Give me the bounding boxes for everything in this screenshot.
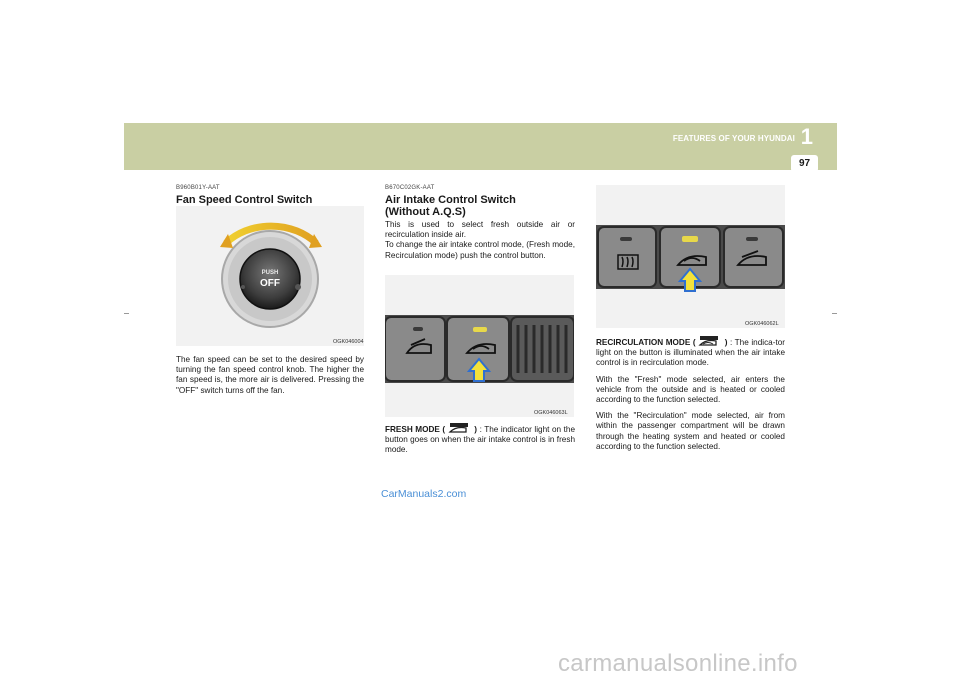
- fresh-mode-paragraph: With the "Fresh" mode selected, air enters the vehicle from the outside and is heated or cooled according to the function selected.: [596, 374, 785, 405]
- recirculation-detail-paragraph: With the "Recirculation" mode selected, air from within the passenger compartment will be drawn through the heating system and heated or cooled according to the function selected.: [596, 411, 785, 451]
- fresh-mode-text: [385, 423, 575, 456]
- recirculation-mode-text: [596, 336, 785, 452]
- recirculation-mode-icon: [698, 336, 722, 347]
- section-title: FEATURES OF YOUR HYUNDAI: [672, 134, 795, 143]
- recirculation-mode-illustration: [596, 185, 785, 328]
- fan-high-icon: [295, 284, 301, 290]
- knob-push-label: PUSH: [261, 270, 279, 276]
- fan-low-icon: [241, 285, 245, 289]
- fresh-mode-label: FRESH MODE (: [385, 425, 446, 434]
- section-code: B670C02GK-AAT: [385, 185, 435, 191]
- image-caption: OGK046062L: [745, 321, 779, 327]
- crop-mark-right: [832, 313, 837, 314]
- knob-off-label: OFF: [260, 278, 280, 289]
- section-title-line2: (Without A.Q.S): [385, 206, 466, 218]
- chapter-number: 1: [800, 124, 813, 149]
- fresh-mode-illustration: [385, 275, 574, 417]
- crop-mark-left: [124, 313, 129, 314]
- recirculation-mode-close: ): [724, 338, 728, 347]
- page-number: 97: [791, 155, 818, 172]
- recirculation-mode-body: : The indica-tor light on the button is illuminated when the air intake control is in recirculation mode.: [596, 338, 785, 368]
- site-watermark: carmanualsonline.info: [558, 650, 798, 677]
- section-title-line1: Air Intake Control Switch: [385, 194, 516, 206]
- air-intake-body: This is used to select fresh outside air or recirculation inside air. To change the air intake control mode, (Fresh mode, Recirculation mode) push the control button.: [385, 220, 575, 260]
- fan-knob-illustration: [176, 206, 364, 346]
- air-intake-section: [385, 185, 575, 261]
- recirculation-mode-label: RECIRCULATION MODE (: [596, 338, 696, 347]
- carmanuals-watermark-link[interactable]: CarManuals2.com: [381, 488, 467, 500]
- fan-speed-section: [176, 185, 364, 206]
- section-code: B960B01Y-AAT: [176, 185, 220, 191]
- section-title: Fan Speed Control Switch: [176, 194, 313, 206]
- recirculation-paragraph: [596, 336, 785, 369]
- image-caption: OGK046004: [333, 339, 364, 345]
- image-caption: OGK046063L: [534, 410, 568, 416]
- fresh-mode-body: : The indicator light on the button goes on when the air intake control is in fresh mode.: [385, 425, 576, 455]
- header-band: [124, 123, 837, 170]
- fresh-mode-close: ): [474, 425, 477, 434]
- fresh-mode-icon: [448, 423, 472, 434]
- fan-speed-body: The fan speed can be set to the desired speed by turning the fan speed control knob. The higher the fan speed is, the more air is delivered. Pressing the "OFF" switch turns off the fan.: [176, 355, 364, 395]
